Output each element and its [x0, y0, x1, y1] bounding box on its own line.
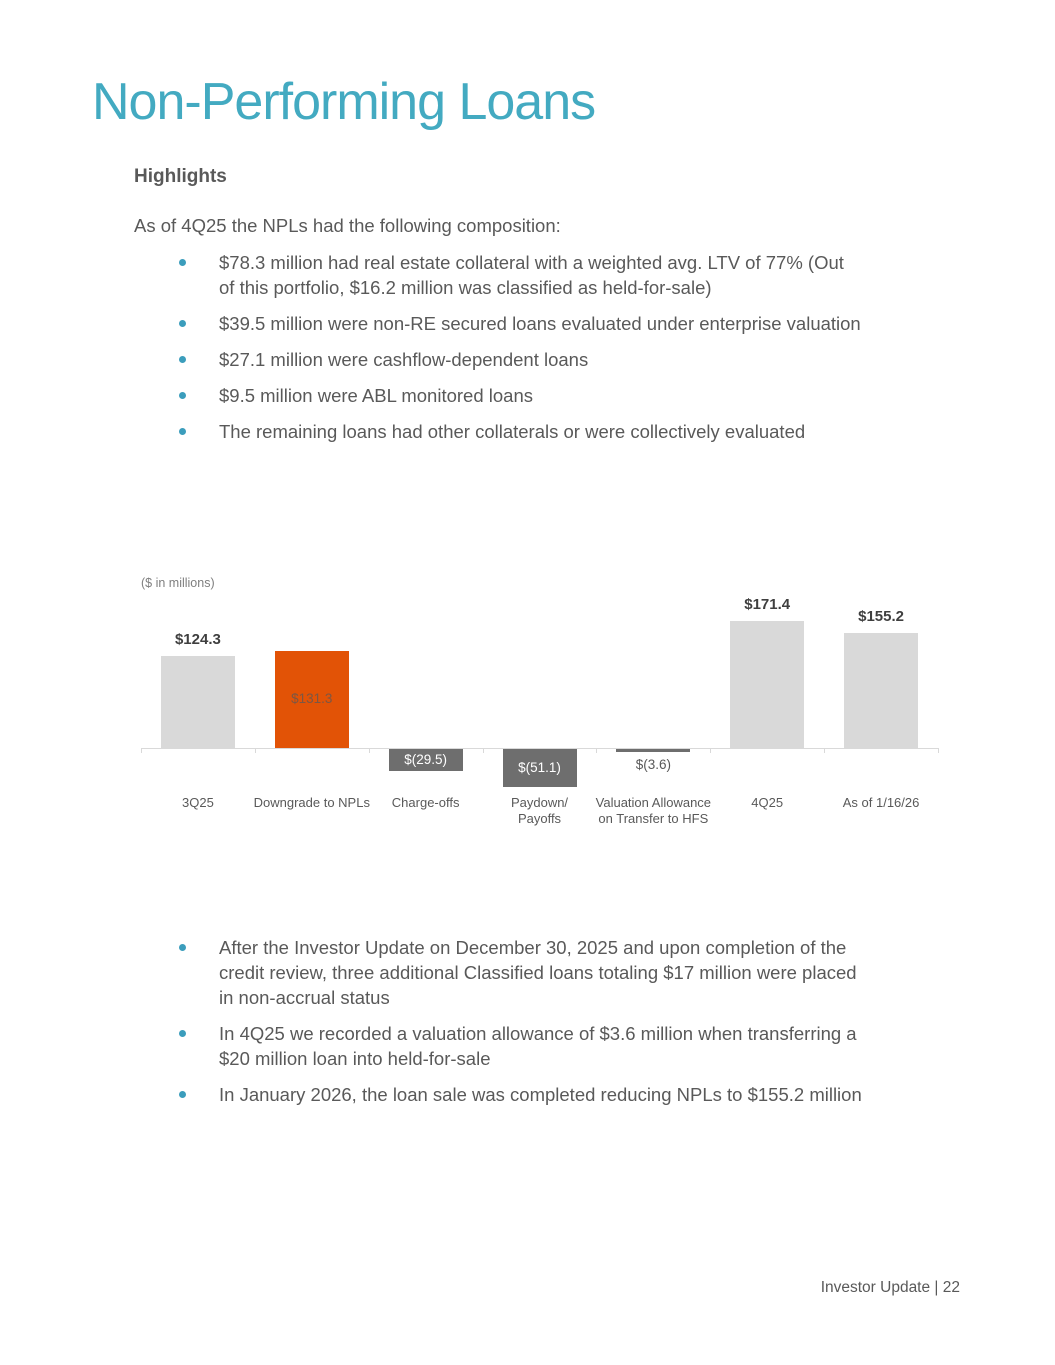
- bullet-text: After the Investor Update on December 30, 2025 and upon completion of the credit review, three additional Classified loans totaling $17 million were placed in non-accrual status: [219, 937, 857, 1008]
- bullet-icon: [179, 944, 186, 951]
- bullet-text: In 4Q25 we recorded a valuation allowance of $3.6 million when transferring a $20 million loan into held-for-sale: [219, 1023, 857, 1069]
- bullet-text: $78.3 million had real estate collateral with a weighted avg. LTV of 77% (Out of this portfolio, $16.2 million was classified as held-for-sale): [219, 252, 844, 298]
- intro-text: As of 4Q25 the NPLs had the following composition:: [134, 215, 561, 236]
- bar-category-label: Valuation Allowance on Transfer to HFS: [595, 795, 712, 826]
- notes-bullet-list: [134, 935, 949, 1107]
- bullet-text: The remaining loans had other collaterals or were collectively evaluated: [219, 421, 806, 442]
- bar-value-label: $(3.6): [635, 757, 671, 772]
- bullet-text: $27.1 million were cashflow-dependent loans: [219, 349, 589, 370]
- axis-tick: [141, 748, 142, 753]
- bullet-text: $39.5 million were non-RE secured loans evaluated under enterprise valuation: [219, 313, 861, 334]
- bar-category-label: 4Q25: [751, 795, 784, 810]
- list-item: [134, 1021, 864, 1071]
- bullet-icon: [179, 1091, 186, 1098]
- list-item: [134, 383, 864, 408]
- bar-category-label: Downgrade to NPLs: [253, 795, 370, 810]
- npl-waterfall-chart: [0, 570, 1055, 870]
- bullet-icon: [179, 428, 186, 435]
- chart-bar: [844, 633, 918, 748]
- chart-bar: [730, 621, 804, 748]
- bullet-icon: [179, 259, 186, 266]
- list-item: [134, 347, 864, 372]
- axis-tick: [255, 748, 256, 753]
- axis-tick: [938, 748, 939, 753]
- chart-bar: [161, 656, 235, 748]
- list-item: [134, 311, 864, 336]
- axis-tick: [824, 748, 825, 753]
- chart-unit-label: ($ in millions): [141, 576, 215, 590]
- highlights-heading: Highlights: [134, 166, 227, 187]
- axis-tick: [710, 748, 711, 753]
- bullet-text: In January 2026, the loan sale was completed reducing NPLs to $155.2 million: [219, 1084, 862, 1105]
- chart-bar: [616, 749, 690, 752]
- bullet-icon: [179, 320, 186, 327]
- list-item: [134, 1082, 864, 1107]
- list-item: [134, 935, 864, 1010]
- highlights-section: [134, 166, 949, 455]
- bullet-text: $9.5 million were ABL monitored loans: [219, 385, 533, 406]
- bar-category-label: 3Q25: [182, 795, 214, 810]
- bar-value-label: $124.3: [174, 631, 221, 648]
- bar-category-label: Charge-offs: [391, 795, 460, 810]
- bar-value-label: $(29.5): [404, 752, 448, 767]
- list-item: [134, 250, 864, 300]
- bullet-icon: [179, 356, 186, 363]
- bar-value-label: $171.4: [744, 596, 791, 613]
- list-item: [134, 419, 864, 444]
- bar-category-label: As of 1/16/26: [842, 795, 920, 810]
- notes-section: [134, 922, 949, 1118]
- bar-value-label: $155.2: [858, 608, 904, 625]
- bar-value-label: $131.3: [291, 690, 333, 706]
- bullet-icon: [179, 1030, 186, 1037]
- bar-value-label: $(51.1): [518, 760, 561, 775]
- axis-tick: [596, 748, 597, 753]
- bar-category-label: Paydown/ Payoffs: [510, 795, 569, 826]
- footer-page-label: Investor Update | 22: [820, 1279, 960, 1296]
- composition-bullet-list: [134, 250, 949, 444]
- bullet-icon: [179, 392, 186, 399]
- page-title: Non-Performing Loans: [92, 73, 596, 131]
